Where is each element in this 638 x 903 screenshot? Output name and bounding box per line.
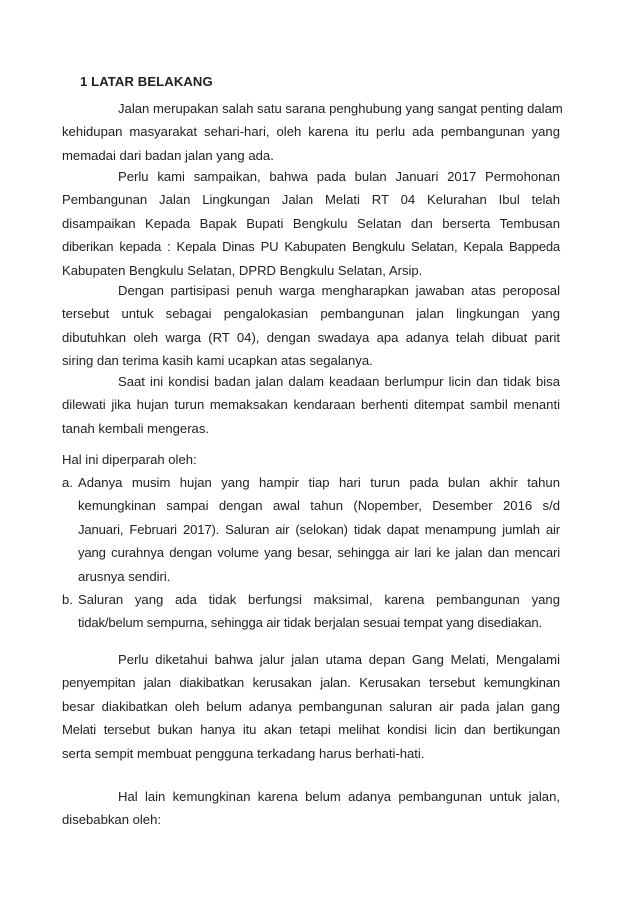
paragraph-line: kehidupan masyarakat sehari-hari, oleh karena itu perlu ada pembangunan yang	[62, 124, 560, 140]
list-line: kemungkinan sampai dengan awal tahun (Nopember, Desember 2016 s/d	[78, 498, 560, 514]
paragraph-line: Hal lain kemungkinan karena belum adanya pembangunan untuk jalan,	[118, 789, 560, 804]
list-line: Adanya musim hujan yang hampir tiap hari turun pada bulan akhir tahun	[78, 475, 560, 490]
list-item	[62, 588, 560, 635]
paragraph-line: Dengan partisipasi penuh warga mengharapkan jawaban atas peroposal	[118, 283, 560, 298]
paragraph-2	[62, 165, 560, 282]
paragraph-line: disebabkan oleh:	[62, 812, 162, 828]
paragraph-line: Kabupaten Bengkulu Selatan, DPRD Bengkulu Selatan, Arsip.	[62, 262, 423, 278]
list-line: tidak/belum sempurna, sehingga air tidak berjalan sesuai tempat yang disediakan.	[78, 615, 543, 631]
paragraph-line: Perlu kami sampaikan, bahwa pada bulan Januari 2017 Permohonan	[118, 169, 560, 184]
paragraph-line: penyempitan jalan diakibatkan kerusakan jalan. Kerusakan tersebut kemungkinan	[62, 675, 560, 691]
paragraph-line: siring dan terima kasih kami ucapkan atas segalanya.	[62, 353, 373, 369]
paragraph-1	[62, 97, 563, 167]
paragraph-3	[62, 279, 560, 373]
paragraph-line: dibutuhkan oleh warga (RT 04), dengan swadaya apa adanya telah dibuat parit	[62, 329, 560, 345]
cause-list	[62, 471, 560, 635]
list-intro-text: Hal ini diperparah oleh:	[62, 452, 197, 467]
paragraph-line: Pembangunan Jalan Lingkungan Jalan Melati RT 04 Kelurahan Ibul telah	[62, 192, 560, 208]
paragraph-4	[62, 370, 560, 440]
paragraph-5	[62, 648, 560, 765]
list-intro	[62, 448, 560, 471]
paragraph-6	[62, 785, 560, 832]
list-marker: a.	[62, 475, 73, 490]
paragraph-line: tanah kembali mengeras.	[62, 420, 210, 436]
list-line: Saluran yang ada tidak berfungsi maksimal, karena pembangunan yang	[78, 592, 560, 608]
section-heading: 1 LATAR BELAKANG	[80, 74, 213, 89]
paragraph-line: Melati tersebut bukan hanya itu akan tetapi melihat kondisi licin dan bertikungan	[62, 722, 560, 738]
paragraph-line: besar diakibatkan oleh belum adanya pembangunan saluran air pada jalan gang	[62, 698, 560, 714]
paragraph-line: Jalan merupakan salah satu sarana penghubung yang sangat penting dalam	[118, 101, 563, 116]
paragraph-line: tersebut untuk sebagai pengalokasian pembangunan jalan lingkungan yang	[62, 306, 560, 322]
list-line: arusnya sendiri.	[78, 568, 171, 584]
list-item	[62, 471, 560, 588]
list-marker: b.	[62, 592, 73, 608]
paragraph-line: serta sempit membuat pengguna terkadang harus berhati-hati.	[62, 745, 425, 761]
paragraph-line: Perlu diketahui bahwa jalur jalan utama depan Gang Melati, Mengalami	[118, 652, 560, 667]
paragraph-line: disampaikan Kepada Bapak Bupati Bengkulu Selatan dan berserta Tembusan	[62, 215, 560, 231]
paragraph-line: dilewati jika hujan turun memaksakan kendaraan berhenti ditempat sambil menanti	[62, 397, 560, 413]
paragraph-line: memadai dari badan jalan yang ada.	[62, 147, 274, 163]
paragraph-line: diberikan kepada : Kepala Dinas PU Kabupaten Bengkulu Selatan, Kepala Bappeda	[62, 239, 560, 255]
list-line: Januari, Februari 2017). Saluran air (selokan) tidak dapat menampung jumlah air	[78, 521, 560, 537]
list-line: yang curahnya dengan volume yang besar, sehingga air lari ke jalan dan mencari	[78, 545, 560, 561]
paragraph-line: Saat ini kondisi badan jalan dalam keadaan berlumpur licin dan tidak bisa	[118, 374, 560, 389]
